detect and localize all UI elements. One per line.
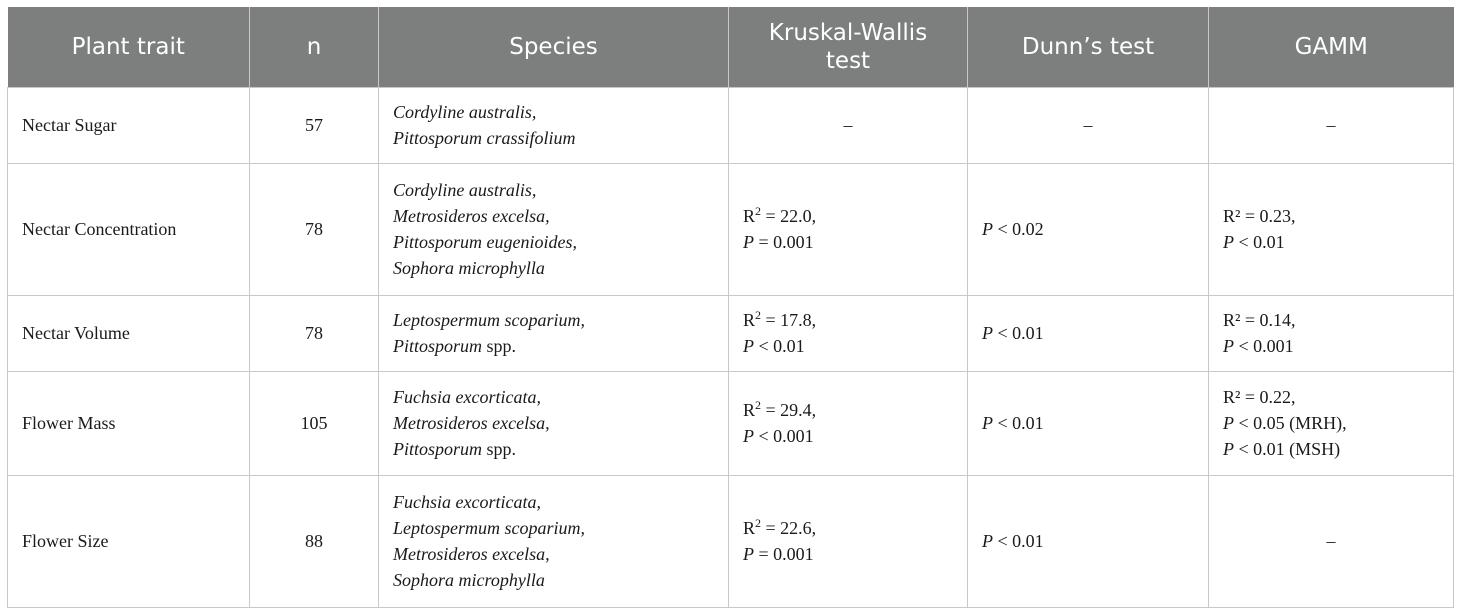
stat-text: R² = 0.22, [1223, 387, 1296, 407]
cell-gamm: – [1209, 475, 1454, 607]
stat-text: R [743, 310, 756, 330]
table-row [8, 475, 1454, 607]
cell-kruskal-wallis: – [729, 87, 968, 163]
table-row [8, 371, 1454, 475]
table-header-row [8, 7, 1454, 87]
table-row [8, 87, 1454, 163]
stat-value: < 0.01 [993, 531, 1044, 551]
species-name: Metrosideros excelsa, [393, 544, 550, 564]
species-name: Leptospermum scoparium, [393, 518, 585, 538]
header-gamm: GAMM [1209, 7, 1454, 87]
stat-value: < 0.01 (MSH) [1234, 439, 1341, 459]
cell-kruskal-wallis [729, 475, 968, 607]
species-name: Fuchsia excorticata, [393, 492, 541, 512]
p-symbol: P [982, 531, 993, 551]
table-row [8, 295, 1454, 371]
cell-species [379, 371, 729, 475]
superscript: 2 [755, 516, 762, 530]
cell-n: 88 [250, 475, 379, 607]
species-name: Leptospermum scoparium, [393, 310, 585, 330]
cell-plant-trait: Nectar Concentration [8, 163, 250, 295]
stat-value: = 29.4, [761, 400, 817, 420]
cell-kruskal-wallis [729, 163, 968, 295]
stat-text: R [743, 518, 756, 538]
table-body [8, 87, 1454, 607]
cell-plant-trait: Nectar Sugar [8, 87, 250, 163]
cell-plant-trait: Flower Size [8, 475, 250, 607]
stat-text: R² = 0.23, [1223, 206, 1296, 226]
cell-species [379, 163, 729, 295]
species-name: Pittosporum eugenioides, [393, 232, 577, 252]
cell-species [379, 475, 729, 607]
species-name: Pittosporum crassifolium [393, 128, 576, 148]
cell-gamm [1209, 371, 1454, 475]
species-name: Sophora microphylla [393, 258, 545, 278]
species-name: Pittosporum spp. [393, 336, 517, 356]
cell-gamm [1209, 295, 1454, 371]
p-symbol: P [1223, 439, 1234, 459]
cell-species [379, 87, 729, 163]
stat-value: = 0.001 [754, 232, 814, 252]
stat-value: = 22.6, [761, 518, 817, 538]
cell-dunns-test [968, 475, 1209, 607]
stat-value: = 17.8, [761, 310, 817, 330]
p-symbol: P [743, 232, 754, 252]
stat-value: < 0.01 [754, 336, 805, 356]
stat-text: R² = 0.14, [1223, 310, 1296, 330]
cell-dunns-test: – [968, 87, 1209, 163]
superscript: 2 [755, 204, 762, 218]
stat-value: < 0.02 [993, 219, 1044, 239]
table-row [8, 163, 1454, 295]
cell-gamm: – [1209, 87, 1454, 163]
stat-value: < 0.01 [993, 323, 1044, 343]
p-symbol: P [743, 426, 754, 446]
header-kruskal-wallis: Kruskal-Wallis test [729, 7, 968, 87]
header-species: Species [379, 7, 729, 87]
stat-value: < 0.01 [993, 413, 1044, 433]
cell-n: 57 [250, 87, 379, 163]
stat-value: = 0.001 [754, 544, 814, 564]
superscript: 2 [755, 398, 762, 412]
header-n: n [250, 7, 379, 87]
results-table [7, 7, 1454, 608]
stat-value: < 0.05 (MRH), [1234, 413, 1347, 433]
species-name: Metrosideros excelsa, [393, 206, 550, 226]
stat-value: < 0.001 [1234, 336, 1294, 356]
p-symbol: P [982, 323, 993, 343]
p-symbol: P [743, 544, 754, 564]
p-symbol: P [1223, 336, 1234, 356]
cell-dunns-test [968, 295, 1209, 371]
cell-dunns-test [968, 163, 1209, 295]
p-symbol: P [1223, 232, 1234, 252]
species-name: Cordyline australis, [393, 180, 537, 200]
cell-kruskal-wallis [729, 371, 968, 475]
header-plant-trait: Plant trait [8, 7, 250, 87]
header-dunns-test: Dunn’s test [968, 7, 1209, 87]
superscript: 2 [755, 308, 762, 322]
stat-value: < 0.01 [1234, 232, 1285, 252]
cell-kruskal-wallis [729, 295, 968, 371]
cell-n: 105 [250, 371, 379, 475]
cell-plant-trait: Nectar Volume [8, 295, 250, 371]
stat-value: = 22.0, [761, 206, 817, 226]
p-symbol: P [982, 413, 993, 433]
cell-dunns-test [968, 371, 1209, 475]
stat-value: < 0.001 [754, 426, 814, 446]
stat-text: R [743, 206, 756, 226]
cell-n: 78 [250, 163, 379, 295]
cell-gamm [1209, 163, 1454, 295]
p-symbol: P [1223, 413, 1234, 433]
stat-text: R [743, 400, 756, 420]
species-name: Fuchsia excorticata, [393, 387, 541, 407]
species-name: Cordyline australis, [393, 102, 537, 122]
species-name: Metrosideros excelsa, [393, 413, 550, 433]
results-table-container [7, 7, 1453, 608]
p-symbol: P [982, 219, 993, 239]
species-name: Sophora microphylla [393, 570, 545, 590]
p-symbol: P [743, 336, 754, 356]
cell-plant-trait: Flower Mass [8, 371, 250, 475]
cell-species [379, 295, 729, 371]
cell-n: 78 [250, 295, 379, 371]
species-name: Pittosporum spp. [393, 439, 517, 459]
